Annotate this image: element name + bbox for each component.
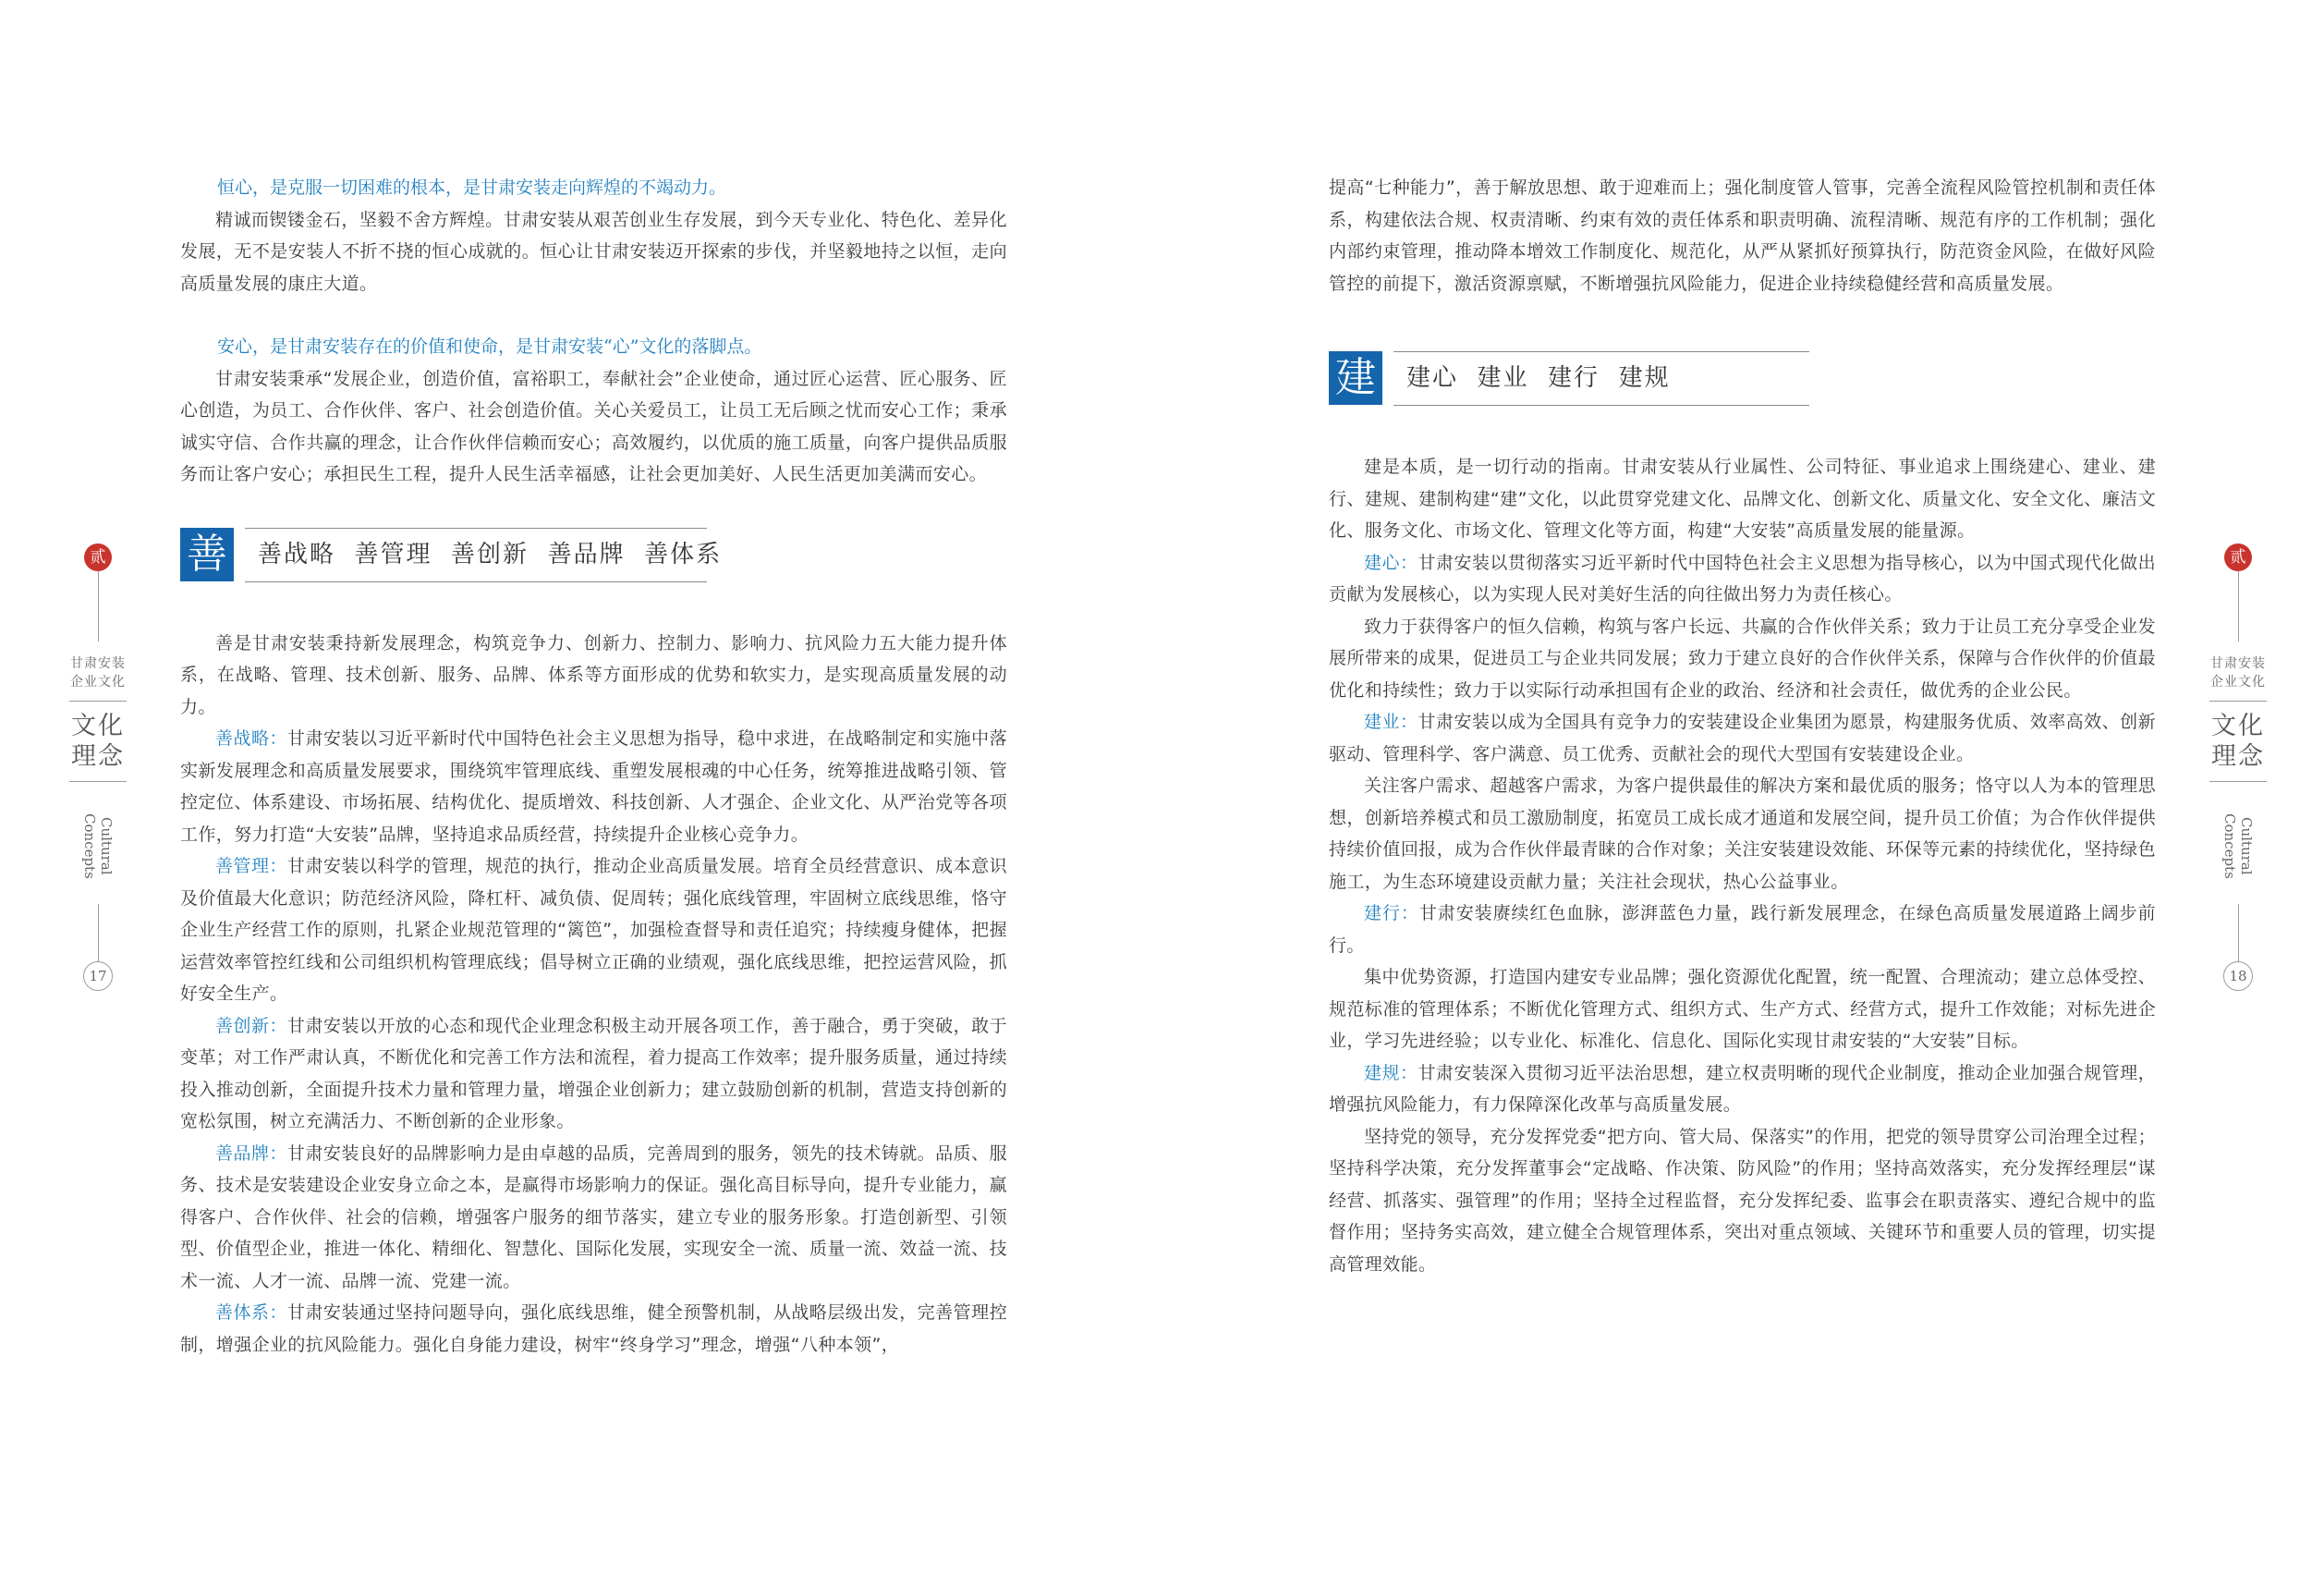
list-item: [1329, 706, 2156, 770]
item-keyword: 建业：: [1364, 712, 1418, 732]
heading-rule: [245, 528, 707, 529]
paragraph: 致力于获得客户的恒久信赖，构筑与客户长远、共赢的合作伙伴关系；致力于让员工充分享受企业发展所带来的成果，促进员工与企业共同发展；致力于建立良好的合作伙伴关系，保障与合作伙伴的价值最优化和持续性；致力于以实际行动承担国有企业的政治、经济和社会责任，做优秀的企业公民。: [1329, 616, 2156, 701]
item-text: 甘肃安装以科学的管理，规范的执行，推动企业高质量发展。培育全员经营意识、成本意识及价值最大化意识；防范经济风险，降杠杆、减负债、促周转；强化底线管理，牢固树立底线思维，恪守企业生产经营工作的原则，扎紧企业规范管理的“篱笆”，加强检查督导和责任追究；持续瘦身健体，把握运营效率管控红线和公司组织机构管理底线；倡导树立正确的业绩观，强化底线思维，把控运营风险，抓好安全生产。: [180, 856, 1007, 1004]
strip-rule: [2209, 781, 2267, 782]
right-side-strip: [2173, 544, 2303, 1061]
strip-company: [33, 654, 163, 691]
list-item: [1329, 898, 2156, 961]
strip-company: [2173, 654, 2303, 691]
paragraph: 集中优势资源，打造国内建安专业品牌；强化资源优化配置，统一配置、合理流动；建立总体受控、规范标准的管理体系；不断优化管理方式、组织方式、生产方式、经营方式，提升工作效能；对标先进企业，学习先进经验；以专业化、标准化、信息化、国际化实现甘肃安装的“大安装”目标。: [1329, 967, 2156, 1051]
item-text: 甘肃安装通过坚持问题导向，强化底线思维，健全预警机制，从战略层级出发，完善管理控制，增强企业的抗风险能力。强化自身能力建设，树牢“终身学习”理念，增强“八种本领”，: [180, 1302, 1007, 1355]
item-text: 甘肃安装赓续红色血脉，澎湃蓝色力量，践行新发展理念，在绿色高质量发展道路上阔步前行。: [1329, 903, 2156, 956]
item-keyword: 善创新：: [215, 1015, 287, 1036]
strip-title-line1: 文化: [2211, 712, 2265, 740]
paragraph: 坚持党的领导，充分发挥党委“把方向、管大局、保落实”的作用，把党的领导贯穿公司治理全过程；坚持科学决策，充分发挥董事会“定战略、作决策、防风险”的作用；坚持高效落实，充分发挥经理层“谋经营、抓落实、强管理”的作用；坚持全过程监督，充分发挥纪委、监事会在职责落实、遵纪合规中的监督作用；坚持务实高效，建立健全合规管理体系，突出对重点领域、关键环节和重要人员的管理，切实提高管理效能。: [1329, 1126, 2156, 1275]
item-keyword: 善管理：: [215, 856, 287, 876]
section-heading-char: 建: [1329, 351, 1382, 405]
page-number: 17: [83, 961, 113, 991]
strip-divider: [2238, 571, 2239, 641]
list-item: [180, 723, 1007, 850]
strip-company-line1: 甘肃安装: [70, 656, 126, 671]
strip-title: [33, 711, 163, 772]
strip-company-line2: 企业文化: [70, 675, 126, 690]
strip-divider: [98, 571, 99, 641]
heading-rule: [1393, 405, 1809, 406]
item-text: 甘肃安装以贯彻落实习近平新时代中国特色社会主义思想为指导核心，以为中国式现代化做出贡献为发展核心，以为实现人民对美好生活的向往做出努力为责任核心。: [1329, 552, 2156, 605]
strip-rule: [2209, 701, 2267, 702]
list-item: [180, 850, 1007, 1010]
left-side-strip: [33, 544, 163, 1061]
section-heading-text: 善战略 善管理 善创新 善品牌 善体系: [258, 540, 723, 568]
item-text: 甘肃安装以习近平新时代中国特色社会主义思想为指导，稳中求进，在战略制定和实施中落实新发展理念和高质量发展要求，围绕筑牢管理底线、重塑发展根魂的中心任务，统筹推进战略引领、管控定位、体系建设、市场拓展、结构优化、提质增效、科技创新、人才强企、企业文化、从严治党等各项工作，努力打造“大安装”品牌，坚持追求品质经营，持续提升企业核心竞争力。: [180, 728, 1007, 845]
paragraph: 建是本质，是一切行动的指南。甘肃安装从行业属性、公司特征、事业追求上围绕建心、建业、建行、建规、建制构建“建”文化，以此贯穿党建文化、品牌文化、创新文化、质量文化、安全文化、廉洁文化、服务文化、市场文化、管理文化等方面，构建“大安装”高质量发展的能量源。: [1329, 457, 2156, 541]
section-heading: [1329, 348, 1809, 412]
right-column: [1329, 172, 2156, 1280]
section-heading-text: 建心 建业 建行 建规: [1406, 364, 1671, 392]
left-column: [180, 172, 1007, 1361]
item-keyword: 善体系：: [215, 1302, 287, 1323]
strip-rule: [69, 781, 127, 782]
strip-company-line2: 企业文化: [2210, 675, 2266, 690]
strip-rule: [69, 701, 127, 702]
section-heading-char: 善: [180, 528, 234, 581]
list-item: [1329, 1057, 2156, 1121]
strip-english: Cultural Concepts: [81, 812, 115, 879]
item-text: 甘肃安装良好的品牌影响力是由卓越的品质，完善周到的服务，领先的技术铸就。品质、服务、技术是安装建设企业安身立命之本，是赢得市场影响力的保证。强化高目标导向，提升专业能力，赢得客户、合作伙伴、社会的信赖，增强客户服务的细节落实，建立专业的服务形象。打造创新型、引领型、价值型企业，推进一体化、精细化、智慧化、国际化发展，实现安全一流、质量一流、效益一流、技术一流、人才一流、品牌一流、党建一流。: [180, 1142, 1007, 1291]
item-keyword: 善品牌：: [215, 1142, 287, 1164]
strip-title-line1: 文化: [71, 712, 125, 740]
strip-title-line2: 理念: [2211, 742, 2265, 771]
paragraph: 提高“七种能力”，善于解放思想、敢于迎难而上；强化制度管人管事，完善全流程风险管控机制和责任体系，构建依法合规、权责清晰、约束有效的责任体系和职责明确、流程清晰、规范有序的工作机制；强化内部约束管理，推动降本增效工作制度化、规范化，从严从紧抓好预算执行，防范资金风险，在做好风险管控的前提下，激活资源禀赋，不断增强抗风险能力，促进企业持续稳健经营和高质量发展。: [1329, 177, 2156, 294]
chapter-badge: 贰: [84, 544, 112, 571]
right-page: [1162, 0, 2324, 1588]
strip-divider: [2238, 904, 2239, 961]
paragraph: 甘肃安装秉承“发展企业，创造价值，富裕职工，奉献社会”企业使命，通过匠心运营、匠心服务、匠心创造，为员工、合作伙伴、客户、社会创造价值。关心关爱员工，让员工无后顾之忧而安心工作；秉承诚实守信、合作共赢的理念，让合作伙伴信赖而安心；高效履约，以优质的施工质量，向客户提供品质服务而让客户安心；承担民生工程，提升人民生活幸福感，让社会更加美好、人民生活更加美满而安心。: [180, 368, 1007, 484]
lead-heading: 安心，是甘肃安装存在的价值和使命，是甘肃安装“心”文化的落脚点。: [217, 336, 762, 357]
chapter-badge: 贰: [2224, 544, 2252, 571]
paragraph: 善是甘肃安装秉持新发展理念，构筑竞争力、创新力、控制力、影响力、抗风险力五大能力提升体系，在战略、管理、技术创新、服务、品牌、体系等方面形成的优势和软实力，是实现高质量发展的动力。: [180, 632, 1007, 717]
list-item: [180, 1138, 1007, 1298]
heading-rule: [1393, 351, 1809, 352]
strip-title-line2: 理念: [71, 742, 125, 771]
item-text: 甘肃安装以成为全国具有竞争力的安装建设企业集团为愿景，构建服务优质、效率高效、创新驱动、管理科学、客户满意、员工优秀、贡献社会的现代大型国有安装建设企业。: [1329, 712, 2156, 764]
item-text: 甘肃安装以开放的心态和现代企业理念积极主动开展各项工作，善于融合，勇于突破，敢于变革；对工作严肃认真，不断优化和完善工作方法和流程，着力提高工作效率；提升服务质量，通过持续投入推动创新，全面提升技术力量和管理力量，增强企业创新力；建立鼓励创新的机制，营造支持创新的宽松氛围，树立充满活力、不断创新的企业形象。: [180, 1015, 1007, 1131]
strip-divider: [98, 904, 99, 961]
section-heading: [180, 524, 723, 589]
lead-heading: 恒心，是克服一切困难的根本，是甘肃安装走向辉煌的不竭动力。: [217, 177, 727, 198]
item-keyword: 建心：: [1364, 552, 1418, 573]
item-keyword: 建行：: [1364, 903, 1419, 923]
item-keyword: 建规：: [1364, 1062, 1418, 1083]
strip-title: [2173, 711, 2303, 772]
heading-rule: [245, 581, 707, 582]
strip-company-line1: 甘肃安装: [2210, 656, 2266, 671]
page-number: 18: [2223, 961, 2253, 991]
item-text: 甘肃安装深入贯彻习近平法治思想，建立权责明晰的现代企业制度，推动企业加强合规管理，增强抗风险能力，有力保障深化改革与高质量发展。: [1329, 1062, 2156, 1115]
paragraph: 关注客户需求、超越客户需求，为客户提供最佳的解决方案和最优质的服务；恪守以人为本的管理思想，创新培养模式和员工激励制度，拓宽员工成长成才通道和发展空间，提升员工价值；为合作伙伴提供持续价值回报，成为合作伙伴最青睐的合作对象；关注安装建设效能、环保等元素的持续优化，坚持绿色施工，为生态环境建设贡献力量；关注社会现状，热心公益事业。: [1329, 776, 2156, 892]
item-keyword: 善战略：: [215, 728, 287, 749]
list-item: [180, 1297, 1007, 1361]
strip-english: Cultural Concepts: [2221, 812, 2255, 879]
paragraph: 精诚而锲镂金石，坚毅不舍方辉煌。甘肃安装从艰苦创业生存发展，到今天专业化、特色化、差异化发展，无不是安装人不折不挠的恒心成就的。恒心让甘肃安装迈开探索的步伐，并坚毅地持之以恒，走向高质量发展的康庄大道。: [180, 209, 1007, 294]
list-item: [180, 1010, 1007, 1138]
list-item: [1329, 547, 2156, 611]
